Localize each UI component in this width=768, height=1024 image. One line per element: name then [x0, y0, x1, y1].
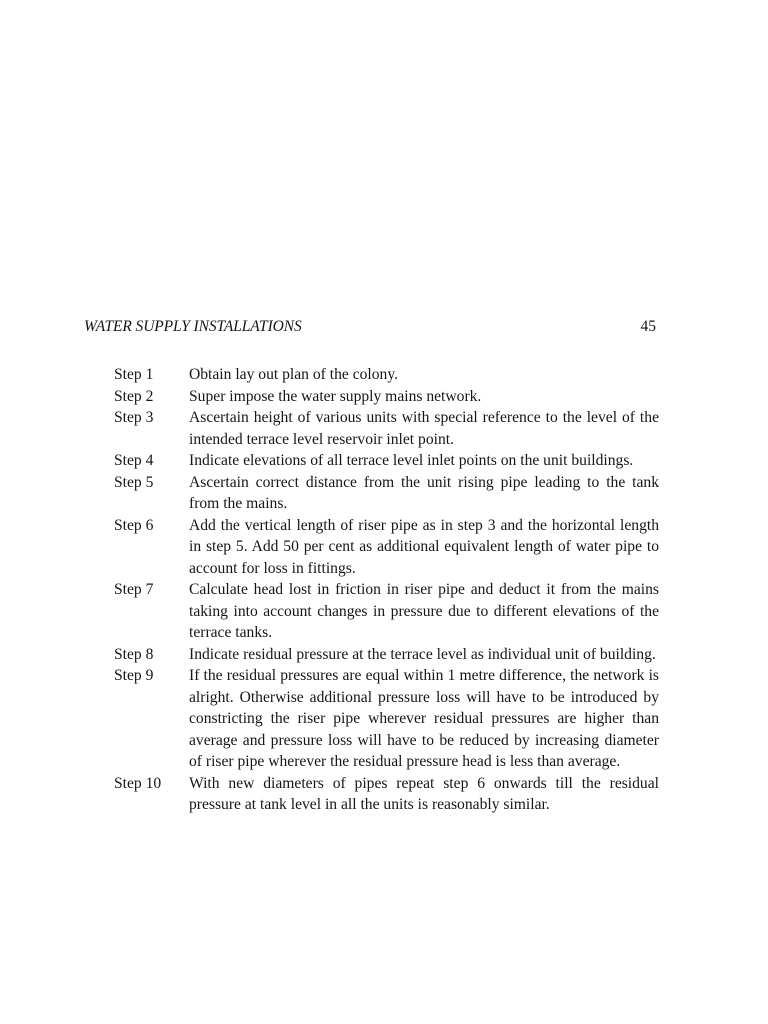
step-item — [114, 579, 659, 644]
step-label: Step 3 — [114, 409, 154, 426]
step-item — [114, 450, 659, 472]
step-text: Indicate residual pressure at the terrace level as individual unit of building. — [189, 645, 656, 663]
step-item — [114, 515, 659, 580]
step-label: Step 8 — [114, 645, 154, 663]
step-label: Step 7 — [114, 581, 154, 598]
running-title: WATER SUPPLY INSTALLATIONS — [84, 318, 302, 335]
step-text: Add the vertical length of riser pipe as in step 3 and the horizontal length in step 5. Add 50 per cent as additional equivalent length of water pipe to account for loss in fittings. — [189, 516, 659, 577]
step-label: Step 9 — [114, 667, 154, 684]
step-item — [114, 472, 659, 515]
step-item — [114, 407, 659, 450]
step-text: Ascertain correct distance from the unit rising pipe leading to the tank from the mains. — [189, 473, 659, 512]
step-item — [114, 773, 659, 816]
step-list — [114, 364, 659, 816]
step-text: Obtain lay out plan of the colony. — [189, 366, 399, 383]
step-item — [114, 644, 659, 666]
step-text: Ascertain height of various units with special reference to the level of the intended terrace level reservoir inlet point. — [189, 409, 659, 448]
running-header — [84, 318, 656, 340]
page-number: 45 — [640, 318, 656, 335]
step-text: If the residual pressures are equal within 1 metre difference, the network is alright. Otherwise additional pressure loss will have to be introduced by constricting the riser pipe wherever residual pressures are higher than average and pressure loss will have to be reduced by increasing diameter of riser pipe wherever the residual pressure head is less than average. — [189, 667, 659, 770]
step-text: Super impose the water supply mains network. — [189, 387, 482, 405]
step-label: Step 5 — [114, 473, 154, 491]
step-label: Step 4 — [114, 452, 154, 469]
step-text: Indicate elevations of all terrace level inlet points on the unit buildings. — [189, 452, 634, 469]
step-text: Calculate head lost in friction in riser pipe and deduct it from the mains taking into account changes in pressure due to different elevations of the terrace tanks. — [189, 581, 659, 641]
step-label: Step 2 — [114, 387, 154, 405]
step-text: With new diameters of pipes repeat step 6 onwards till the residual pressure at tank level in all the units is reasonably similar. — [189, 774, 659, 813]
step-label: Step 1 — [114, 366, 154, 383]
step-label: Step 6 — [114, 516, 154, 534]
step-item — [114, 386, 659, 408]
step-item — [114, 364, 659, 386]
step-item — [114, 665, 659, 773]
step-label: Step 10 — [114, 774, 162, 792]
